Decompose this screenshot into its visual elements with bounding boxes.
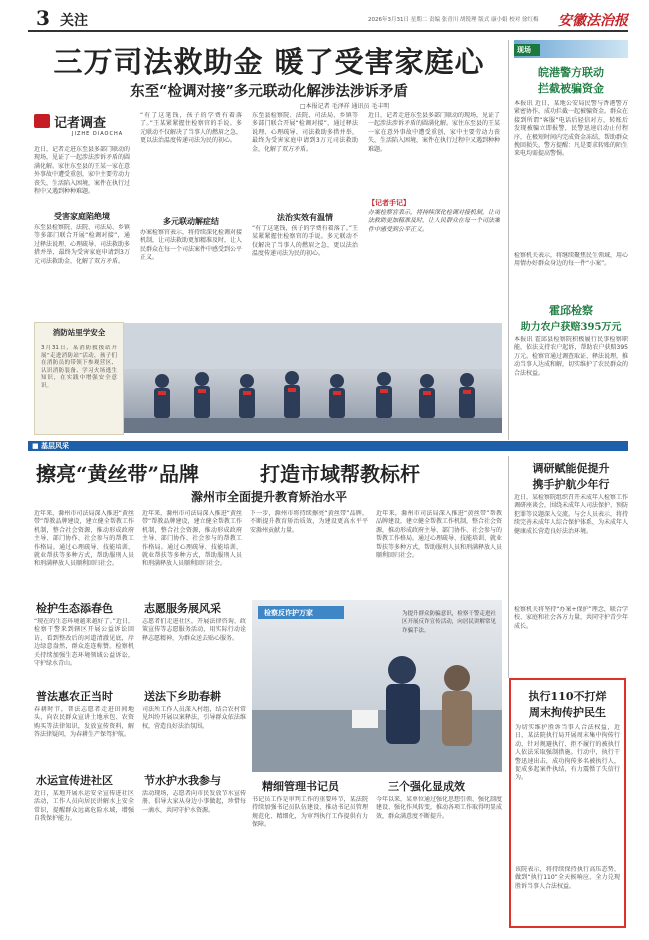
inset-text: 为提升群众防骗意识，检察干警走进社区开展反诈宣传活动，向居民讲解常见诈骗手法。 [402,611,496,634]
right-body-1b: 检察机关表示，将继续聚焦民生领域，用心用情办好群众身边的每一件“小案”。 [514,252,628,268]
right-mid-body-2: 检察机关将坚持“办案+保护”理念，联合学校、家庭和社会各方力量，共同守护青少年成长。 [514,606,628,630]
issue-meta: 2026年3月31日 星期二 责编 张青川 胡锐理 版式 康小娟 校对 徐红梅 [368,17,539,23]
lead-para-2: 东至县检察院、法院、司法局、乡镇等多部门联合开展“检调对接”，通过释法说理、心理疏导、司法救助多措并举，最终为受害家庭申请到3万元司法救助金，化解了双方矛盾。 [34,224,130,265]
highlight-title-1: 执行110不打烊 [528,690,607,703]
right-body-1: 本报讯 近日，某地公安局民警与香港警方紧密协作，成功拦截一起被骗资金。群众在接到所谓“客服”电话后轻信对方，转账后发现被骗立即报警，民警迅速启动止付程序，在极短时间内完成资金冻结，帮助群众挽回损失。警方提醒：凡是要求转账的陌生来电均需提高警惕。 [514,100,628,158]
highlight-body-2: 该院表示，将持续保持执行高压态势，做到“执行110”全天候响应，全力兑现胜诉当事人合法权益。 [515,866,620,890]
mid-title-a: 擦亮“黄丝带”品牌 [36,462,200,486]
right-title-3: 霍邱检察 [549,304,593,317]
story-body-7: 书记员工作是审判工作的重要环节，某法院持续加强书记员队伍建设，推动书记员管理规范化、精细化，为审判执行工作提供有力保障。 [252,796,368,829]
masthead [28,6,628,30]
lead-byline: □本报记者 毛泽祥 通讯员 毛丰明 [300,103,390,110]
story-body-1: “现在的生态环境越来越好了。”近日，检察干警来到辖区开展公益诉讼回访，看到整改后的河道清澈见底，岸边绿意盎然，群众连连称赞。检察机关持续加强生态环境领域公益诉讼，守护绿水青山。 [34,618,134,668]
lead-para-7: 近日，记者走进东至县多部门联动的现场，见证了一起涉法涉诉矛盾的圆满化解。家住东至县的王某一家在意外事故中遭受重创，家中主要劳动力丧失，生活陷入困境，案件在执行过程中又遇到种种难题。 [368,112,500,153]
lead-subtitle: 东至“检调对接”多元联动化解涉法涉诉矛盾 [130,83,408,100]
brand-logo: 安徽法治报 [558,13,628,29]
mid-body-1: 近年来，滁州市司法局深入推进“黄丝带”帮教品牌建设，建立健全帮教工作机制，整合社会资源，推动形成政府主导、部门协作、社会参与的帮教工作格局。通过心理疏导、技能培训、就业帮扶等多种方式，帮助服刑人员和刑满释放人员顺利回归社会。 [34,510,134,568]
story-title-8: 三个强化显成效 [388,780,465,793]
lead-para-4: 办案检察官表示，将持续深化检调对接机制，让司法救助更加精准及时，让人民群众在每一个司法案件中感受到公平正义。 [140,229,242,262]
lead-para-6: “有了这笔钱，孩子的学费有着落了。”王某紧紧握住检察官的手说。多元联动不仅解决了当事人的燃眉之急，更以法治温度传递司法为民的初心。 [252,225,358,258]
page-number: 3 [36,6,50,30]
scene-tag-label: 现场 [517,46,531,54]
lead-subhead-2: 多元联动解症结 [163,217,219,226]
notebook-text: 办案检察官表示，将持续深化检调对接机制，让司法救助更加精准及时，让人民群众在每一个司法案件中感受到公平正义。 [368,209,500,233]
students-photo [122,323,502,433]
story-title-4: 送法下乡助春耕 [144,690,221,703]
lead-title: 三万司法救助金 暖了受害家庭心 [53,45,485,79]
story-body-3: 春耕时节，普法志愿者走进田间地头，向农民群众宣讲土地承包、农资购买等法律知识，发放宣传资料，解答法律疑问，为春耕生产保驾护航。 [34,706,134,739]
right-title-2: 拦截被骗资金 [538,82,604,95]
poster-text: 3月31日，某消防救援站开展“走进消防站”活动，孩子们在消防员的带领下参观营区、认识消防装备、学习火场逃生知识，在实践中增强安全意识。 [41,345,117,389]
lead-subhead-3: 法治实效有温情 [277,213,333,222]
story-title-6: 节水护水我参与 [144,774,221,787]
lead-para-1: 近日，记者走进东至县多部门联动的现场，见证了一起涉法涉诉矛盾的圆满化解。家住东至县的王某一家在意外事故中遭受重创，家中主要劳动力丧失，生活陷入困境，案件在执行过程中又遇到种种难题。 [34,146,130,196]
mid-body-4: 近年来，滁州市司法局深入推进“黄丝带”帮教品牌建设，建立健全帮教工作机制，整合社会资源，推动形成政府主导、部门协作、社会参与的帮教工作格局。通过心理疏导、技能培训、就业帮扶等多种方式，帮助服刑人员和刑满释放人员顺利回归社会。 [376,510,502,560]
right-column-divider [508,40,509,440]
story-body-6: 活动现场，志愿者向市民发放节水宣传册，倡导大家从身边小事做起，珍惜每一滴水，共同守护水资源。 [142,790,246,814]
section-band [28,441,628,451]
right-mid-title-1: 调研赋能促提升 [532,462,610,475]
band-label: ■ 基层风采 [32,442,70,450]
lead-subhead-1: 受害家庭陷绝境 [54,212,110,221]
inset-caption-box [258,606,344,619]
students-illustration [122,323,502,433]
mid-body-3: 下一步，滁州市将持续擦亮“黄丝带”品牌，不断提升教育矫治质效，为建设更高水平平安滁州贡献力量。 [250,510,368,534]
column-title: 记者调查 [54,116,107,131]
story-body-4: 司法所工作人员深入村组，结合农村常见纠纷开展以案释法，引导群众依法维权，营造良好法治氛围。 [142,706,246,730]
right-body-2: 本报讯 霍邱县检察院积极履行民事检察职能，依法支持农户起诉，帮助农户获赔395万元。检察官通过调查取证、释法说理，推动当事人达成和解，切实维护了农民群众的合法权益。 [514,336,628,377]
mid-title-b: 打造市域帮教标杆 [260,462,420,486]
highlight-body: 为切实维护胜诉当事人合法权益，近日，某法院执行局开展周末集中拘传行动，针对规避执行、拒不履行的被执行人依法采取强制措施。行动中，执行干警迅速出击，成功拘传多名被执行人，促成多起案件执结，有力震慑了失信行为。 [515,724,620,782]
story-body-2: 志愿者们走进社区，开展法律咨询、政策宣传等志愿服务活动，用实际行动诠释志愿精神，为群众送去贴心服务。 [142,618,246,642]
mid-body-2: 近年来，滁州市司法局深入推进“黄丝带”帮教品牌建设，建立健全帮教工作机制，整合社会资源，推动形成政府主导、部门协作、社会参与的帮教工作格局。通过心理疏导、技能培训、就业帮扶等多种方式，帮助服刑人员和刑满释放人员顺利回归社会。 [142,510,242,568]
story-title-7: 精细管理书记员 [262,780,339,793]
column-pinyin: JIZHE DIAOCHA [72,131,124,137]
lead-para-5: 东至县检察院、法院、司法局、乡镇等多部门联合开展“检调对接”，通过释法说理、心理疏导、司法救助多措并举，最终为受害家庭申请到3万元司法救助金，化解了双方矛盾。 [252,112,358,153]
anti-fraud-photo [252,600,502,772]
highlight-box [509,678,626,928]
story-body-5: 近日，某地开展水运安全宣传进社区活动，工作人员向居民讲解水上安全常识，提醒群众远离危险水域，增强自我保护能力。 [34,790,134,823]
lead-para-3: “有了这笔钱，孩子的学费有着落了。”王某紧紧握住检察官的手说。多元联动不仅解决了当事人的燃眉之急，更以法治温度传递司法为民的初心。 [140,112,242,145]
poster-caption: 消防站里学安全 [52,328,106,337]
story-body-8: 今年以来，某单位通过强化思想引领、强化制度建设、强化作风转变，推动各项工作取得明显成效，群众满意度不断提升。 [376,796,502,820]
right-title-1: 皖港警方联动 [538,66,604,79]
story-title-5: 水运宣传进社区 [36,774,113,787]
right-mid-body: 近日，某检察院组织召开未成年人检察工作调研座谈会，围绕未成年人司法保护、预防犯罪等议题深入交流。与会人员表示，将持续完善未成年人综合保护体系，为未成年人健康成长营造良好法治环境。 [514,494,628,535]
column-badge-icon [34,114,50,128]
section-name: 关注 [60,13,88,29]
notebook-tag: 【记者手记】 [368,199,410,207]
story-title-2: 志愿服务展风采 [144,602,221,615]
right-title-4: 助力农户获赔395万元 [520,322,622,333]
right-mid-divider [508,456,509,678]
mid-subtitle: 滁州市全面提升教育矫治水平 [190,490,347,504]
masthead-rule [28,30,628,32]
highlight-title-2: 周末拘传护民生 [529,706,606,719]
column-logo [34,112,130,144]
story-title-3: 普法惠农正当时 [36,690,113,703]
story-title-1: 检护生态添春色 [36,602,113,615]
scene-tag [514,44,540,56]
fire-station-poster [34,322,124,435]
inset-caption: 检察反诈护万家 [264,609,313,617]
right-mid-title-2: 携手护航少年行 [532,478,610,491]
